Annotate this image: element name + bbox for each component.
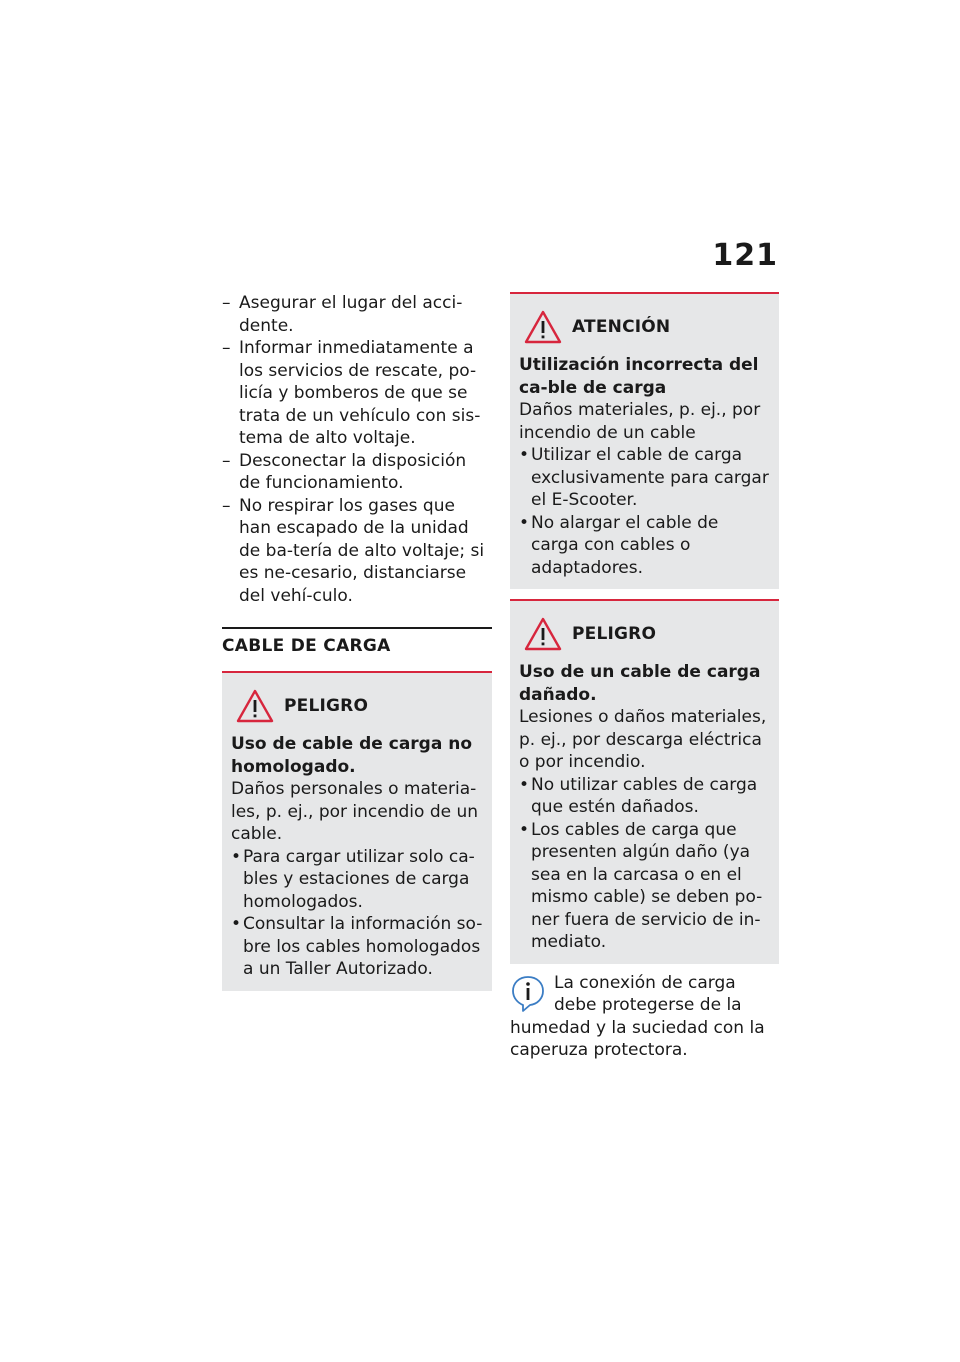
warning-title: Uso de un cable de carga dañado. <box>519 662 761 705</box>
list-item: – Asegurar el lugar del acci-dente. <box>222 292 492 337</box>
warning-bullets <box>519 774 770 954</box>
warning-header <box>524 304 770 350</box>
page-number: 121 <box>712 238 778 273</box>
danger-box-damaged-cable <box>510 599 779 964</box>
list-item: • Los cables de carga que presenten algún daño (ya sea en la carcasa o en el mismo cable) se deben po-ner fuera de servicio de in-mediato. <box>519 819 770 954</box>
list-item: – Informar inmediatamente a los servicios de rescate, po-licía y bomberos de que se trata de un vehículo con sis-tema de alto voltaje. <box>222 337 492 450</box>
warning-body: Daños materiales, p. ej., por incendio de un cable <box>519 400 761 443</box>
info-icon <box>510 974 546 1014</box>
warning-body: Lesiones o daños materiales, p. ej., por descarga eléctrica o por incendio. <box>519 707 767 772</box>
info-note <box>510 972 779 1062</box>
list-item: • Para cargar utilizar solo ca-bles y estaciones de carga homologados. <box>231 846 483 914</box>
warning-label: PELIGRO <box>284 695 369 716</box>
warning-body: Daños personales o materia-les, p. ej., por incendio de un cable. <box>231 779 479 844</box>
info-text: La conexión de carga debe protegerse de la humedad y la suciedad con la caperuza protectora. <box>510 972 765 1060</box>
section-divider <box>222 627 492 629</box>
list-item: • Utilizar el cable de carga exclusivamente para cargar el E-Scooter. <box>519 444 770 512</box>
left-column <box>222 292 492 991</box>
danger-box-unapproved-cable <box>222 671 492 991</box>
list-item: • Consultar la información so-bre los cables homologados a un Taller Autorizado. <box>231 913 483 981</box>
warning-title: Utilización incorrecta del ca-ble de carga <box>519 355 759 398</box>
warning-triangle-icon <box>524 310 562 344</box>
safety-steps-list <box>222 292 492 607</box>
list-item: – No respirar los gases que han escapado de la unidad de ba-tería de alto voltaje; si es ne-cesario, distanciarse del vehí-culo. <box>222 495 492 608</box>
warning-bullets <box>519 444 770 579</box>
warning-label: PELIGRO <box>572 623 657 644</box>
warning-bullets <box>231 846 483 981</box>
caution-box-incorrect-use <box>510 292 779 589</box>
warning-header <box>236 683 483 729</box>
right-column <box>510 292 779 1062</box>
warning-label: ATENCIÓN <box>572 316 671 337</box>
warning-triangle-icon <box>236 689 274 723</box>
warning-header <box>524 611 770 657</box>
list-item: • No alargar el cable de carga con cables o adaptadores. <box>519 512 770 580</box>
section-title: CABLE DE CARGA <box>222 636 391 656</box>
list-item: – Desconectar la disposición de funcionamiento. <box>222 450 492 495</box>
warning-title: Uso de cable de carga no homologado. <box>231 734 473 777</box>
warning-triangle-icon <box>524 617 562 651</box>
list-item: • No utilizar cables de carga que estén dañados. <box>519 774 770 819</box>
